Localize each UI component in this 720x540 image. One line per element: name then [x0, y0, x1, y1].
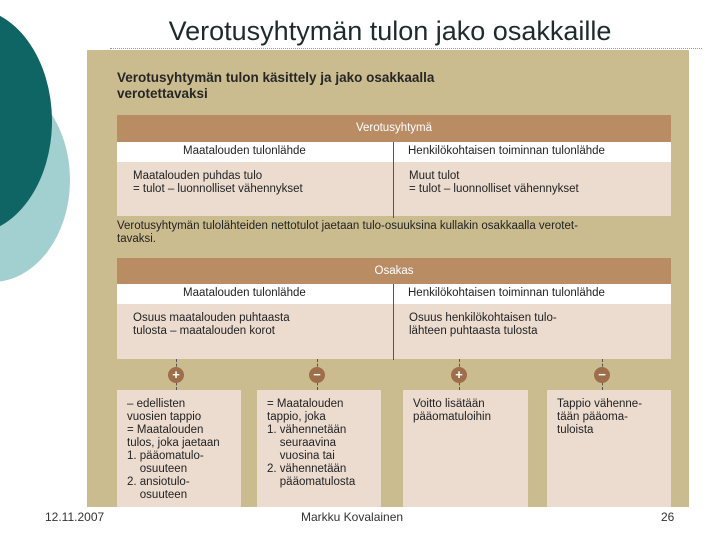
outcome-line: tappio, joka — [267, 411, 326, 423]
minus-sign-icon: − — [594, 367, 610, 383]
verotusyhtyma-right-header: Henkilökohtaisen toiminnan tulonlähde — [408, 145, 605, 157]
osakas-right-text-2: lähteen puhtaasta tulosta — [409, 325, 538, 337]
outcome-line: pääomatuloihin — [413, 411, 492, 423]
outcome-line: vuosien tappio — [127, 411, 202, 423]
outcome-box-maatalous-tappio — [257, 390, 381, 507]
minus-sign-icon: − — [309, 367, 325, 383]
diagram-heading-line-2: verotettavaksi — [117, 86, 208, 101]
osakas-left-text-1: Osuus maatalouden puhtaasta — [133, 312, 290, 324]
diagram-panel — [87, 50, 689, 507]
osakas-column-divider — [393, 284, 394, 360]
plus-sign-icon: + — [451, 367, 467, 383]
section-verotusyhtyma-bar: Verotusyhtymä — [117, 115, 671, 142]
section-verotusyhtyma-header-row — [117, 142, 671, 162]
section-osakas-content-row — [117, 304, 671, 359]
allocation-paragraph-line-1: Verotusyhtymän tulolähteiden nettotulot jaetaan tulo-osuuksina kullakin osakkaalla verotet- — [117, 220, 578, 232]
outcome-box-henkilokohtainen-tappio — [547, 390, 671, 507]
outcome-line: Voitto lisätään — [413, 398, 485, 410]
footer-author: Markku Kovalainen — [301, 510, 404, 524]
outcome-line: tulos, joka jaetaan — [127, 437, 220, 449]
osakas-right-header: Henkilökohtaisen toiminnan tulonlähde — [408, 287, 605, 299]
outcome-line: = Maatalouden — [127, 424, 204, 436]
slide-title: Verotusyhtymän tulon jako osakkaille — [168, 16, 612, 46]
section-osakas-header-row — [117, 284, 671, 304]
osakas-left-header: Maatalouden tulonlähde — [183, 287, 306, 299]
verotusyhtyma-column-divider — [393, 142, 394, 218]
verotusyhtyma-left-text-1: Maatalouden puhdas tulo — [133, 170, 263, 182]
outcome-line: = Maatalouden — [267, 398, 344, 410]
osakas-right-text-1: Osuus henkilökohtaisen tulo- — [409, 312, 557, 324]
verotusyhtyma-left-header: Maatalouden tulonlähde — [183, 145, 306, 157]
diagram-heading — [117, 70, 434, 102]
verotusyhtyma-left-text-2: = tulot – luonnolliset vähennykset — [133, 183, 303, 195]
footer-date: 12.11.2007 — [45, 510, 105, 524]
outcome-line: 2. ansiotulo- — [127, 476, 190, 488]
allocation-paragraph — [117, 220, 677, 246]
outcome-line: osuuteen — [127, 489, 188, 501]
outcome-line: tuloista — [557, 424, 594, 436]
osakas-left-text-2: tulosta – maatalouden korot — [133, 325, 275, 337]
section-verotusyhtyma-content-row — [117, 162, 671, 216]
plus-sign-icon: + — [168, 367, 184, 383]
outcome-line: – edellisten — [127, 398, 186, 410]
outcome-line: seuraavina — [267, 437, 337, 449]
verotusyhtyma-right-text-1: Muut tulot — [409, 170, 460, 182]
outcome-line: 2. vähennetään — [267, 463, 347, 475]
verotusyhtyma-right-text-2: = tulot – luonnolliset vähennykset — [409, 183, 579, 195]
diagram-heading-line-1: Verotusyhtymän tulon käsittely ja jako osakkaalla — [117, 70, 435, 85]
outcome-line: vuosina tai — [267, 450, 335, 462]
section-osakas-bar: Osakas — [117, 258, 671, 284]
outcome-box-henkilokohtainen-voitto — [403, 390, 528, 507]
footer-page-number: 26 — [661, 510, 675, 524]
outcome-line: osuuteen — [127, 463, 188, 475]
outcome-line: pääomatulosta — [267, 476, 356, 488]
outcome-line: tään pääoma- — [557, 411, 628, 423]
outcome-box-maatalous-voitto — [117, 390, 241, 507]
outcome-line: 1. pääomatulo- — [127, 450, 204, 462]
allocation-paragraph-line-2: tavaksi. — [117, 233, 156, 245]
outcome-line: Tappio vähenne- — [557, 398, 643, 410]
outcome-line: 1. vähennetään — [267, 424, 347, 436]
